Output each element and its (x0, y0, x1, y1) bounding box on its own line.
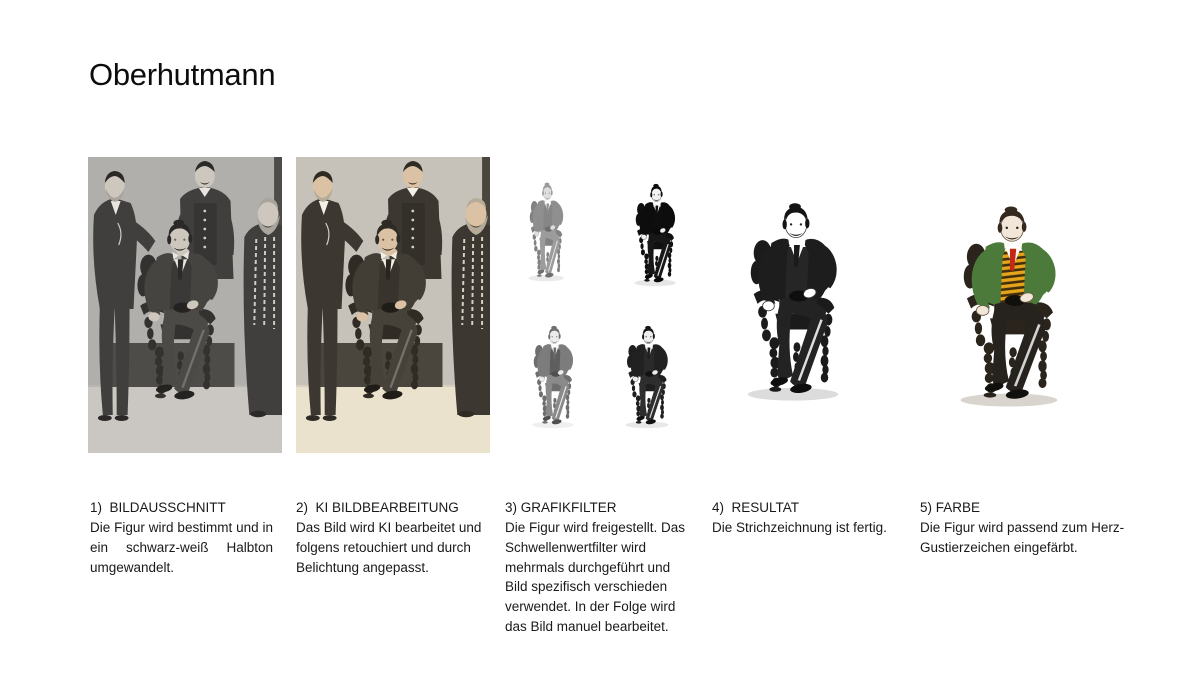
photo-bw-group-image (88, 157, 282, 453)
step-4-block (712, 498, 922, 538)
threshold-variant-3-image (527, 320, 581, 432)
step-4-heading: 4) RESULTAT (712, 500, 800, 515)
step-3-body: Die Figur wird freigestellt. Das Schwellenwertfilter wird mehrmals durchgeführt und Bild spezifisch verschieden verwendet. In der Folge wird das Bild manuel bearbeitet. (505, 519, 686, 635)
step-3-heading: 3) GRAFIKFILTER (505, 500, 617, 515)
step-5-heading: 5) FARBE (920, 500, 981, 515)
step-1-heading: 1) BILDAUSSCHNITT (90, 500, 226, 515)
step-3-block (505, 498, 688, 637)
step-5-body: Die Figur wird passend zum Herz-Gustierzeichen eingefärbt. (920, 519, 1125, 555)
step-4-body: Die Strichzeichnung ist fertig. (712, 519, 887, 535)
step-1-body: Die Figur wird bestimmt und in ein schwarz-weiß Halbton umgewandelt. (90, 519, 273, 575)
threshold-variant-4-image (620, 320, 676, 432)
photo-ai-retouched-image (296, 157, 490, 453)
line-drawing-result-image (736, 192, 854, 408)
step-2-body: Das Bild wird KI bearbeitet und folgens retouchiert und durch Belichtung angepasst. (296, 519, 482, 575)
step-5-block (920, 498, 1134, 558)
page-title: Oberhutmann (89, 56, 276, 92)
colored-figure-image (948, 195, 1074, 414)
step-2-block (296, 498, 482, 577)
threshold-variant-2-image (629, 178, 683, 290)
step-1-block (90, 498, 273, 577)
step-2-heading: 2) KI BILDBEARBEITUNG (296, 500, 459, 515)
threshold-variant-1-image (524, 177, 570, 285)
